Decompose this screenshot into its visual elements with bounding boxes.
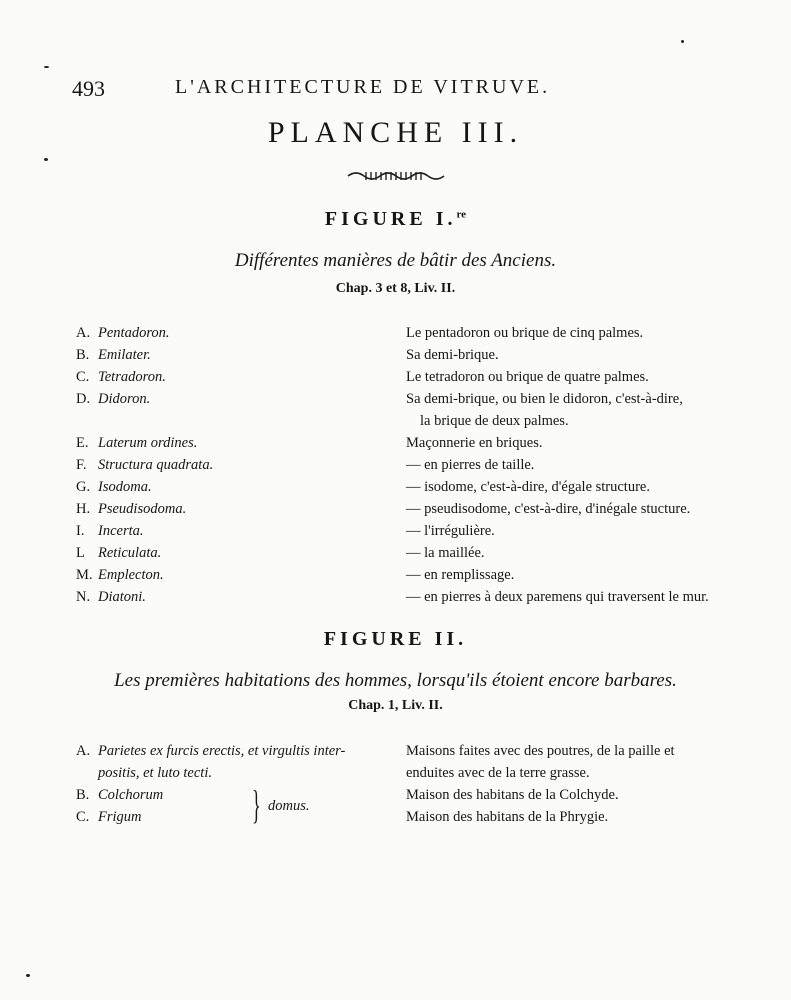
list-item: F. Structura quadrata. — en pierres de taille. — [76, 457, 535, 473]
print-speck — [26, 974, 30, 977]
figure-1-subtitle: Différentes manières de bâtir des Anciens. — [234, 250, 557, 271]
list-item: B. Emilater. Sa demi-brique. — [76, 347, 499, 363]
figure-2-reference: Chap. 1, Liv. II. — [348, 698, 443, 713]
print-speck — [44, 66, 49, 68]
ornament-divider-icon — [346, 168, 446, 184]
brace-icon: } — [252, 782, 261, 827]
list-item: D. Didoron. Sa demi-brique, ou bien le didoron, c'est-à-dire, la brique de deux palmes. — [76, 391, 683, 429]
plate-title: PLANCHE III. — [267, 116, 524, 149]
brace-label: domus. — [268, 798, 310, 814]
list-item: L Reticulata. — la maillée. — [76, 545, 485, 561]
list-item: I. Incerta. — l'irrégulière. — [76, 523, 495, 539]
print-speck — [681, 40, 684, 43]
page-number: 493 — [72, 76, 105, 101]
running-title: L'ARCHITECTURE DE VITRUVE. — [175, 76, 551, 98]
brace-group — [76, 784, 746, 828]
list-item: G. Isodoma. — isodome, c'est-à-dire, d'égale structure. — [76, 479, 650, 495]
figure-1-reference: Chap. 3 et 8, Liv. II. — [335, 281, 456, 296]
print-speck — [44, 158, 48, 161]
figure-2-legend — [76, 740, 746, 828]
figure-1-legend — [76, 322, 746, 608]
list-item: N. Diatoni. — en pierres à deux paremens qui traversent le mur. — [76, 589, 709, 605]
list-item: M. Emplecton. — en remplissage. — [76, 567, 515, 583]
list-item: H. Pseudisodoma. — pseudisodome, c'est-à-dire, d'inégale stucture. — [76, 501, 691, 517]
list-item: C. Tetradoron. Le tetradoron ou brique de quatre palmes. — [76, 369, 649, 385]
list-item: C. Frigum Maison des habitans de la Phrygie. — [76, 809, 609, 825]
list-item: E. Laterum ordines. Maçonnerie en briques. — [76, 435, 543, 451]
list-item: B. Colchorum Maison des habitans de la Colchyde. — [76, 787, 619, 803]
figure-1-title: FIGURE I.$^{re}$ — [324, 208, 467, 230]
list-item: A. Parietes ex furcis erectis, et virgultis inter- positis, et luto tecti. Maisons faites avec des poutres, de la paille et enduites avec de la terre grasse. — [76, 743, 675, 781]
figure-2-subtitle: Les premières habitations des hommes, lorsqu'ils étoient encore barbares. — [114, 670, 677, 691]
list-item: A. Pentadoron. Le pentadoron ou brique de cinq palmes. — [76, 325, 644, 341]
figure-2-title: FIGURE II. — [323, 628, 468, 650]
